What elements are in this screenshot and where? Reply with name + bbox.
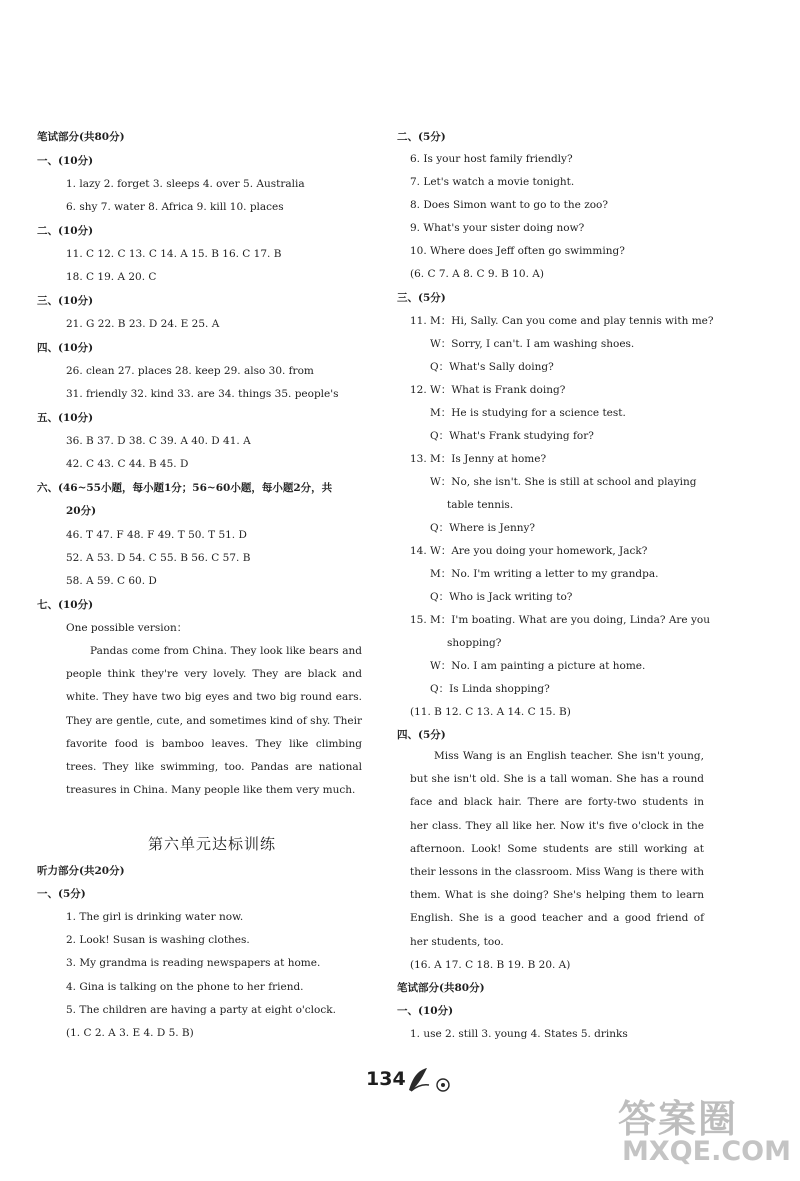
dialogue-line: 11. M：Hi, Sally. Can you come and play tennis with me? [410, 315, 714, 327]
watermark-text: 答案圈 [618, 1097, 739, 1141]
listening-passage: Miss Wang is an English teacher. She isn't young, but she isn't old. She is a tall woman. She has a round face and black hair. There are forty-two students in her class. They all like her. Now it's five o'clock in the afternoon. Look! Some students are still working at their lessons in the classroom. Miss Wang is there with them. What is she doing? She's helping them to learn English. She is a good teacher and a good friend of her students, too. [410, 750, 704, 948]
dialogue-line: W：No, she isn't. She is still at school and playing [430, 476, 697, 488]
transcript-line: 6. Is your host family friendly? [410, 153, 573, 165]
transcript-line: 4. Gina is talking on the phone to her friend. [66, 981, 304, 993]
watermark-url: MXQE.COM [622, 1136, 791, 1167]
dialogue-line: Q：What's Sally doing? [430, 361, 554, 373]
section-heading: 七、(10分) [37, 599, 94, 611]
dialogue-line: 13. M：Is Jenny at home? [410, 453, 547, 465]
dialogue-line: 12. W：What is Frank doing? [410, 384, 566, 396]
dialogue-line: Q：Who is Jack writing to? [430, 591, 573, 603]
dialogue-line: Q：What's Frank studying for? [430, 430, 594, 442]
transcript-line: 7. Let's watch a movie tonight. [410, 176, 575, 188]
transcript-line: 3. My grandma is reading newspapers at home. [66, 957, 321, 969]
essay-intro: One possible version： [66, 622, 188, 634]
unit-title: 第六单元达标训练 [148, 835, 277, 853]
leaf-decoration-icon [405, 1066, 457, 1097]
section-heading: 二、(5分) [397, 131, 446, 143]
dialogue-line: table tennis. [447, 499, 514, 511]
answer-row: (11. B 12. C 13. A 14. C 15. B) [410, 706, 571, 718]
dialogue-line: M：He is studying for a science test. [430, 407, 626, 419]
dialogue-line: Q：Is Linda shopping? [430, 683, 550, 695]
written-section-header: 笔试部分(共80分) [37, 131, 125, 143]
answer-row: 11. C 12. C 13. C 14. A 15. B 16. C 17. B [66, 248, 282, 260]
watermark-logo [618, 1088, 790, 1174]
transcript-line: 1. The girl is drinking water now. [66, 911, 244, 923]
answer-row: 46. T 47. F 48. F 49. T 50. T 51. D [66, 529, 247, 541]
section-heading: 五、(10分) [37, 412, 94, 424]
dialogue-line: 15. M：I'm boating. What are you doing, Linda? Are you [410, 614, 710, 626]
transcript-line: 5. The children are having a party at eight o'clock. [66, 1004, 336, 1016]
answer-row: 31. friendly 32. kind 33. are 34. things 35. people's [66, 388, 339, 400]
dialogue-line: 14. W：Are you doing your homework, Jack? [410, 545, 648, 557]
answer-row: 58. A 59. C 60. D [66, 575, 157, 587]
dialogue-line: shopping? [447, 637, 502, 649]
dialogue-line: M：No. I'm writing a letter to my grandpa. [430, 568, 659, 580]
answer-row: 42. C 43. C 44. B 45. D [66, 458, 189, 470]
answer-row: (16. A 17. C 18. B 19. B 20. A) [410, 959, 571, 971]
answer-row: 36. B 37. D 38. C 39. A 40. D 41. A [66, 435, 251, 447]
transcript-line: 10. Where does Jeff often go swimming? [410, 245, 625, 257]
transcript-line: 2. Look! Susan is washing clothes. [66, 934, 250, 946]
answer-row: 18. C 19. A 20. C [66, 271, 157, 283]
section-heading: 二、(10分) [37, 225, 94, 237]
answer-row: 26. clean 27. places 28. keep 29. also 30. from [66, 365, 314, 377]
essay-paragraph: Pandas come from China. They look like bears and people think they're very lovely. They are black and white. They have two big eyes and two big round ears. They are gentle, cute, and sometimes kind of shy. Their favorite food is bamboo leaves. They like climbing trees. They like swimming, too. Pandas are national treasures in China. Many people like them very much. [66, 645, 362, 797]
answer-row: (6. C 7. A 8. C 9. B 10. A) [410, 268, 544, 280]
answer-row: (1. C 2. A 3. E 4. D 5. B) [66, 1027, 194, 1039]
answer-row: 1. lazy 2. forget 3. sleeps 4. over 5. Australia [66, 178, 305, 190]
section-heading: 一、(5分) [37, 888, 86, 900]
section-heading-cont: 20分) [66, 505, 97, 517]
dialogue-line: W：No. I am painting a picture at home. [430, 660, 646, 672]
answer-row: 52. A 53. D 54. C 55. B 56. C 57. B [66, 552, 251, 564]
section-heading: 一、(10分) [37, 155, 94, 167]
written-section-header: 笔试部分(共80分) [397, 982, 485, 994]
dialogue-line: W：Sorry, I can't. I am washing shoes. [430, 338, 635, 350]
listening-section-header: 听力部分(共20分) [37, 865, 125, 877]
dialogue-line: Q：Where is Jenny? [430, 522, 536, 534]
page-number: 134 [366, 1068, 406, 1090]
section-heading: 三、(10分) [37, 295, 94, 307]
section-heading: 六、(46~55小题，每小题1分；56~60小题，每小题2分，共 [37, 482, 333, 494]
answer-row: 21. G 22. B 23. D 24. E 25. A [66, 318, 220, 330]
answer-row: 6. shy 7. water 8. Africa 9. kill 10. places [66, 201, 284, 213]
section-heading: 一、(10分) [397, 1005, 454, 1017]
transcript-line: 8. Does Simon want to go to the zoo? [410, 199, 609, 211]
section-heading: 三、(5分) [397, 292, 446, 304]
section-heading: 四、(5分) [397, 729, 446, 741]
section-heading: 四、(10分) [37, 342, 94, 354]
answer-row: 1. use 2. still 3. young 4. States 5. drinks [410, 1028, 628, 1040]
transcript-line: 9. What's your sister doing now? [410, 222, 585, 234]
